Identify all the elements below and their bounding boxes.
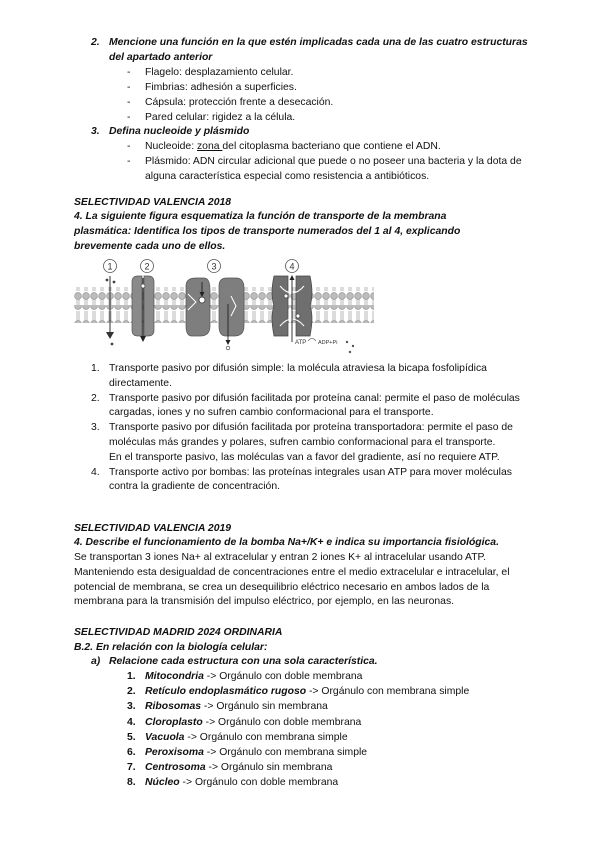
membrane-transport-figure	[74, 256, 374, 356]
section-heading-2019: SELECTIVIDAD VALENCIA 2019	[74, 523, 232, 534]
q3-number: 3.	[91, 126, 100, 137]
part-a-letter: a)	[91, 656, 101, 667]
list-item: 3. Ribosomas -> Orgánulo sin membrana	[127, 701, 328, 713]
section-heading-2024: SELECTIVIDAD MADRID 2024 ORDINARIA	[74, 627, 283, 638]
figure-label-4	[286, 260, 299, 273]
part-a-text: Relacione cada estructura con una sola característica.	[109, 656, 378, 667]
svg-text:ATP: ATP	[295, 340, 307, 346]
list-item: 3. Transporte pasivo por difusión facilitada por proteína transportadora: permite el paso de moléculas más grandes y polares, sufren cambio conformacional para el transporte.	[91, 422, 513, 448]
list-item: En el transporte pasivo, las moléculas van a favor del gradiente, así no requiere ATP.	[109, 451, 500, 463]
question-2024: B.2. En relación con la biología celular:	[74, 642, 268, 653]
q3-title: Defina nucleoide y plásmido	[109, 126, 250, 137]
figure-label-3	[208, 260, 221, 273]
answers-2018	[91, 362, 531, 495]
figure-label-2	[141, 260, 154, 273]
svg-text:2: 2	[144, 261, 150, 272]
svg-text:1: 1	[107, 261, 113, 272]
channel-protein	[132, 276, 154, 342]
list-item: 1. Mitocondria -> Orgánulo con doble membrana	[127, 671, 363, 682]
list-item: 2. Transporte pasivo por difusión facilitada por proteína canal: permite el paso de moléculas cargadas, iones y no sufren cambio conformacional para el transporte.	[91, 392, 520, 419]
question-2019: 4. Describe el funcionamiento de la bomba Na+/K+ e indica su importancia fisiológica.	[74, 537, 499, 548]
list-item: 6. Peroxisoma -> Orgánulo con membrana simple	[127, 746, 368, 758]
q2-number: 2.	[91, 37, 100, 48]
question-2018: 4. La siguiente figura esquematiza la función de transporte de la membrana plasmática: Identifica los tipos de transporte numerados del 1 al 4, explicando brevemente cada uno de ellos.	[74, 211, 461, 252]
list-item: 1. Transporte pasivo por difusión simple: la molécula atraviesa la bicapa fosfolipídica directamente.	[91, 363, 487, 389]
list-item: - Nucleoide: zona del citoplasma bacteriano que contiene el ADN.	[127, 141, 441, 152]
list-item: 8. Núcleo -> Orgánulo con doble membrana	[127, 777, 339, 789]
list-item: 7. Centrosoma -> Orgánulo sin membrana	[127, 762, 333, 774]
list-item: 4. Cloroplasto -> Orgánulo con doble membrana	[127, 716, 362, 728]
section-heading-2018: SELECTIVIDAD VALENCIA 2018	[74, 197, 232, 208]
document-page: 2. Mencione una función en la que estén implicadas cada una de las cuatro estructuras del apartado anterior - Flagelo: desplazamiento celular. - Fimbrias: adhesión a superficies. - Cápsula: protección frente a desecación. - Pared celular: rigidez a la célula. 3. Defina nucleoide y plásmido - Nucleoide: zona del citoplasma bacteriano que contiene el ADN. - Plásmido: ADN circular adicional que puede o no poseer una bacteria y la dota de alguna característica especial como resistencia a antibióticos. SELECTIVIDAD VALENCIA 2018 4. La siguiente figura esquematiza la función de transporte de la membrana plasmática: Identifica los tipos de transporte numerados del 1 al 4, explicando brevemente cada uno de ellos. 1 2 3 4 ATP ADP+Pi 1. Transporte pasivo por difusión simple: la molécula atraviesa la bicapa fosfolipídica directamente. 2. Transporte pasivo por difusión facilitada por proteína canal: permite el paso de moléculas cargadas, iones y no sufren cambio conformacional para el transporte. 3. Transporte pasivo por difusión facilitada por proteína transportadora: permite el paso de moléculas más grandes y polares, sufren cambio conformacional para el transporte. En el transporte pasivo, las moléculas van a favor del gradiente, así no requiere ATP. 4. Transporte activo por bombas: las proteínas integrales usan ATP para mover moléculas contra la gradiente de concentración. SELECTIVIDAD VALENCIA 2019 4. Describe el funcionamiento de la bomba Na+/K+ e indica su importancia fisiológica. Se transportan 3 iones Na+ al extracelular y entran 2 iones K+ al intracelular usando ATP. Manteniendo esta desigualdad de concentraciones entre el medio extracelular e intracelular, el potencial de membrana, se crea un desequilibrio eléctrico necesario en ambos lados de la membrana para la transmisión del impulso eléctrico, por ejemplo, en las neuronas. SELECTIVIDAD MADRID 2024 ORDINARIA B.2. En relación con la biología celular: a) Relacione cada estructura con una sola característica. 1. Mitocondria -> Orgánulo con doble membrana 2. Retículo endoplasmático rugoso -> Orgánulo con membrana simple 3. Ribosomas -> Orgánulo sin membrana 4. Cloroplasto -> Orgánulo con doble membrana 5. Vacuola -> Orgánulo con membrana simple 6. Peroxisoma -> Orgánulo con membrana simple 7. Centrosoma -> Orgánulo sin membrana 8. Núcleo -> Orgánulo con doble membrana	[0, 0, 600, 848]
svg-text:ADP+Pi: ADP+Pi	[318, 340, 338, 346]
figure-label-1	[104, 260, 117, 273]
organelle-list	[127, 670, 527, 792]
svg-text:4: 4	[289, 261, 295, 272]
list-item: 5. Vacuola -> Orgánulo con membrana simple	[127, 731, 348, 743]
q2-title: Mencione una función en la que estén implicadas cada una de las cuatro estructuras del apartado anterior	[109, 37, 528, 63]
svg-text:3: 3	[211, 261, 217, 272]
list-item: 4. Transporte activo por bombas: las proteínas integrales usan ATP para mover moléculas contra la gradiente de concentración.	[91, 466, 512, 493]
list-item: - Plásmido: ADN circular adicional que puede o no poseer una bacteria y la dota de alguna característica especial como resistencia a antibióticos.	[127, 156, 522, 182]
answer-2019: Se transportan 3 iones Na+ al extracelular y entran 2 iones K+ al intracelular usando ATP. Manteniendo esta desigualdad de concentraciones entre el medio extracelular e intracelular, el potencial de membrana, se crea un desequilibrio eléctrico necesario en ambos lados de la membrana para la transmisión del impulso eléctrico, por ejemplo, en las neuronas.	[74, 552, 510, 608]
list-item: 2. Retículo endoplasmático rugoso -> Orgánulo con membrana simple	[127, 686, 470, 698]
q3-list	[127, 140, 527, 185]
